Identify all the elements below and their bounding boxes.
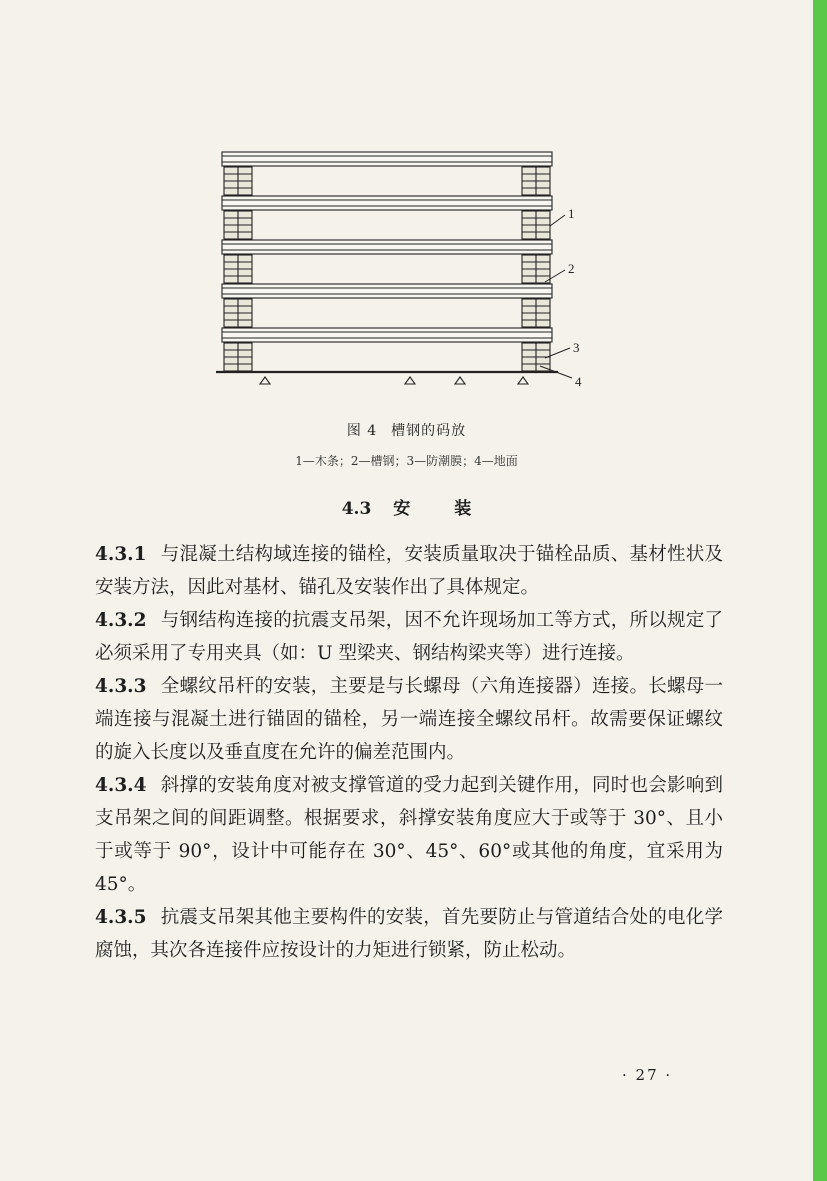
channel-steel bbox=[222, 240, 552, 254]
clause-text: 斜撑的安装角度对被支撑管道的受力起到关键作用，同时也会影响到支吊架之间的间距调整。根据要求，斜撑安装角度应大于或等于 30°、且小于或等于 90°，设计中可能存在 30°、45°、60°或其他的角度，宜采用为 45°。 bbox=[95, 775, 723, 895]
stacking-diagram bbox=[200, 140, 600, 390]
ground-hatch bbox=[518, 377, 528, 384]
channel-steel bbox=[222, 328, 552, 342]
clause bbox=[95, 538, 723, 604]
figure-title: 槽钢的码放 bbox=[391, 423, 467, 439]
clause bbox=[95, 769, 723, 901]
ground-hatch bbox=[260, 377, 270, 384]
section-title: 安装 bbox=[393, 499, 516, 519]
clause-text: 全螺纹吊杆的安装，主要是与长螺母（六角连接器）连接。长螺母一端连接与混凝土进行锚固的锚栓，另一端连接全螺纹吊杆。故需要保证螺纹的旋入长度以及垂直度在允许的偏差范围内。 bbox=[95, 676, 723, 763]
callout-line-1 bbox=[550, 215, 565, 226]
clause-number: 4.3.2 bbox=[95, 610, 147, 631]
figure-number: 图 4 bbox=[346, 423, 378, 439]
callout-label-2: 2 bbox=[568, 261, 575, 276]
channel-steel bbox=[222, 152, 552, 166]
figure-caption bbox=[0, 420, 813, 440]
clause bbox=[95, 604, 723, 670]
ground-hatch bbox=[455, 377, 465, 384]
clause-number: 4.3.5 bbox=[95, 907, 147, 928]
callout-label-4: 4 bbox=[575, 374, 582, 389]
channel-steel bbox=[222, 196, 552, 210]
page-number: · 27 · bbox=[622, 1066, 673, 1084]
channel-steel bbox=[222, 284, 552, 298]
ground-hatch bbox=[405, 377, 415, 384]
section-heading bbox=[0, 494, 813, 519]
callout-label-3: 3 bbox=[573, 340, 580, 355]
clause-number: 4.3.4 bbox=[95, 775, 147, 796]
section-number: 4.3 bbox=[341, 499, 372, 519]
clause bbox=[95, 670, 723, 769]
callout-label-1: 1 bbox=[568, 206, 575, 221]
clause-number: 4.3.1 bbox=[95, 544, 147, 565]
page-edge-strip bbox=[813, 0, 827, 1181]
clause-number: 4.3.3 bbox=[95, 676, 147, 697]
channel-steel-stacking-figure bbox=[200, 140, 600, 390]
clause bbox=[95, 901, 723, 967]
figure-legend: 1—木条；2—槽钢；3—防潮膜；4—地面 bbox=[295, 454, 518, 468]
clause-text: 抗震支吊架其他主要构件的安装，首先要防止与管道结合处的电化学腐蚀，其次各连接件应按设计的力矩进行锁紧，防止松动。 bbox=[95, 907, 723, 961]
clause-text: 与混凝土结构域连接的锚栓，安装质量取决于锚栓品质、基材性状及安装方法，因此对基材、锚孔及安装作出了具体规定。 bbox=[95, 544, 723, 598]
clause-text: 与钢结构连接的抗震支吊架，因不允许现场加工等方式，所以规定了必须采用了专用夹具（如：U 型梁夹、钢结构梁夹等）进行连接。 bbox=[95, 610, 723, 664]
section-body bbox=[95, 538, 723, 967]
